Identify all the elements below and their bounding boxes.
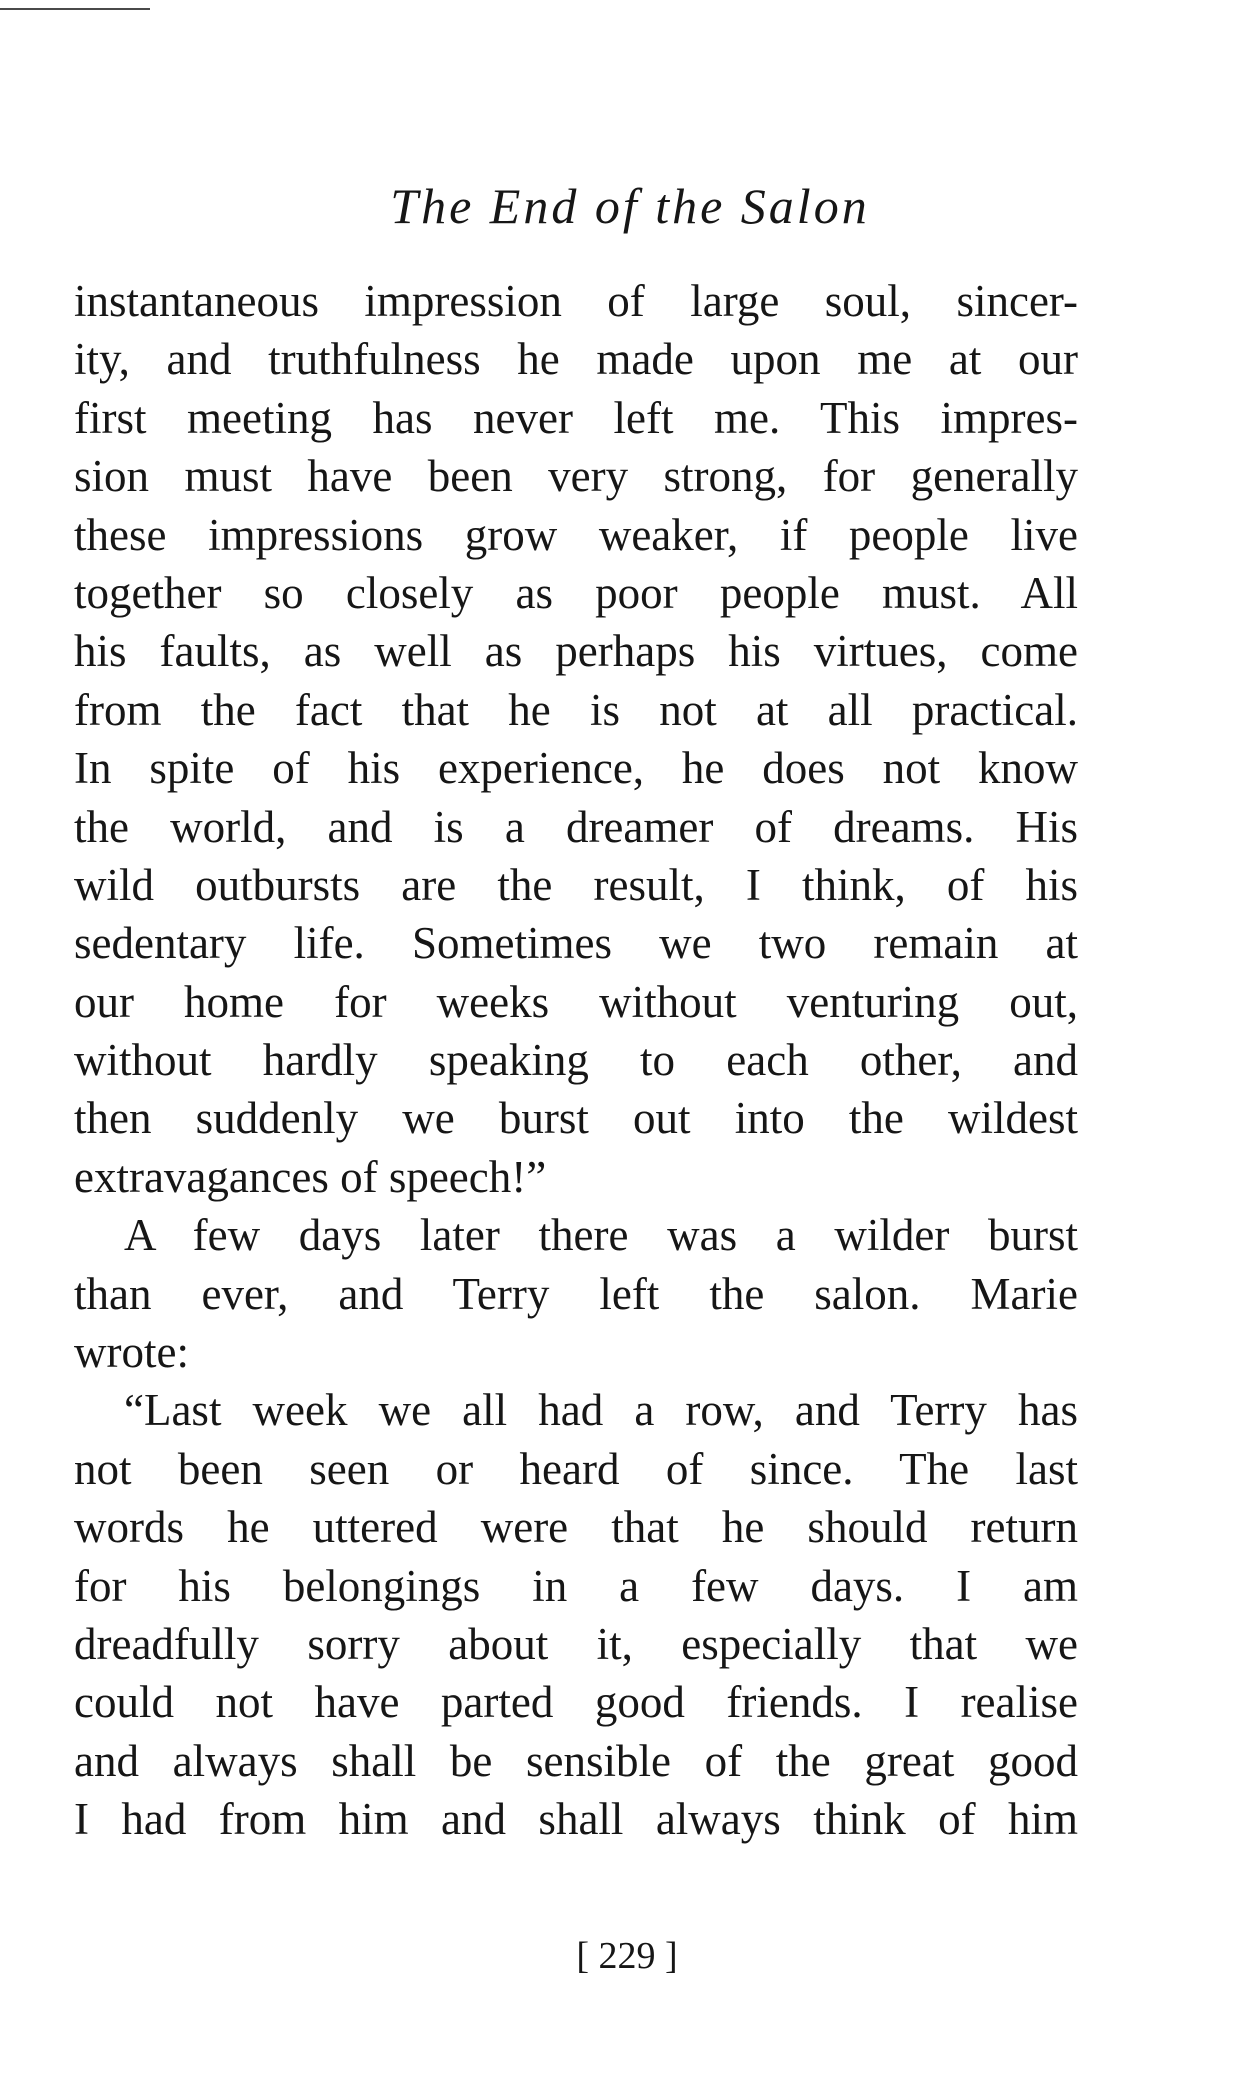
text-line: our home for weeks without venturing out, — [74, 976, 1078, 1027]
text-line: then suddenly we burst out into the wildest — [74, 1093, 1078, 1144]
text-line: dreadfully sorry about it, especially that we — [74, 1618, 1078, 1669]
text-line: wrote: — [74, 1327, 189, 1378]
body-text — [74, 272, 1078, 1849]
text-line: not been seen or heard of since. The last — [74, 1443, 1078, 1494]
top-rule — [0, 8, 150, 10]
text-line: without hardly speaking to each other, and — [74, 1035, 1078, 1086]
text-line: A few days later there was a wilder burst — [124, 1210, 1078, 1261]
text-line: instantaneous impression of large soul, sincer- — [74, 276, 1078, 326]
text-line: could not have parted good friends. I realise — [74, 1677, 1078, 1728]
text-line: than ever, and Terry left the salon. Marie — [74, 1268, 1078, 1319]
text-line: from the fact that he is not at all practical. — [74, 684, 1078, 735]
text-line: ity, and truthfulness he made upon me at our — [74, 334, 1078, 385]
text-line: together so closely as poor people must. All — [74, 567, 1078, 618]
text-line: I had from him and shall always think of him — [74, 1794, 1078, 1845]
text-line: sedentary life. Sometimes we two remain at — [74, 918, 1078, 969]
text-line: first meeting has never left me. This impres- — [74, 392, 1078, 443]
text-line: these impressions grow weaker, if people live — [74, 509, 1078, 560]
page-number: [ 229 ] — [576, 1935, 678, 1977]
text-line: In spite of his experience, he does not know — [74, 743, 1078, 794]
text-line: “Last week we all had a row, and Terry has — [124, 1385, 1078, 1436]
text-line: extravagances of speech!” — [74, 1151, 547, 1202]
text-line: and always shall be sensible of the great good — [74, 1735, 1078, 1786]
text-line: wild outbursts are the result, I think, of his — [74, 859, 1078, 910]
text-line: sion must have been very strong, for generally — [74, 451, 1078, 502]
text-line: for his belongings in a few days. I am — [74, 1560, 1078, 1611]
text-line: his faults, as well as perhaps his virtues, come — [74, 626, 1078, 677]
text-line: words he uttered were that he should return — [74, 1502, 1078, 1553]
running-head: The End of the Salon — [390, 178, 870, 234]
text-line: the world, and is a dreamer of dreams. His — [74, 801, 1078, 852]
